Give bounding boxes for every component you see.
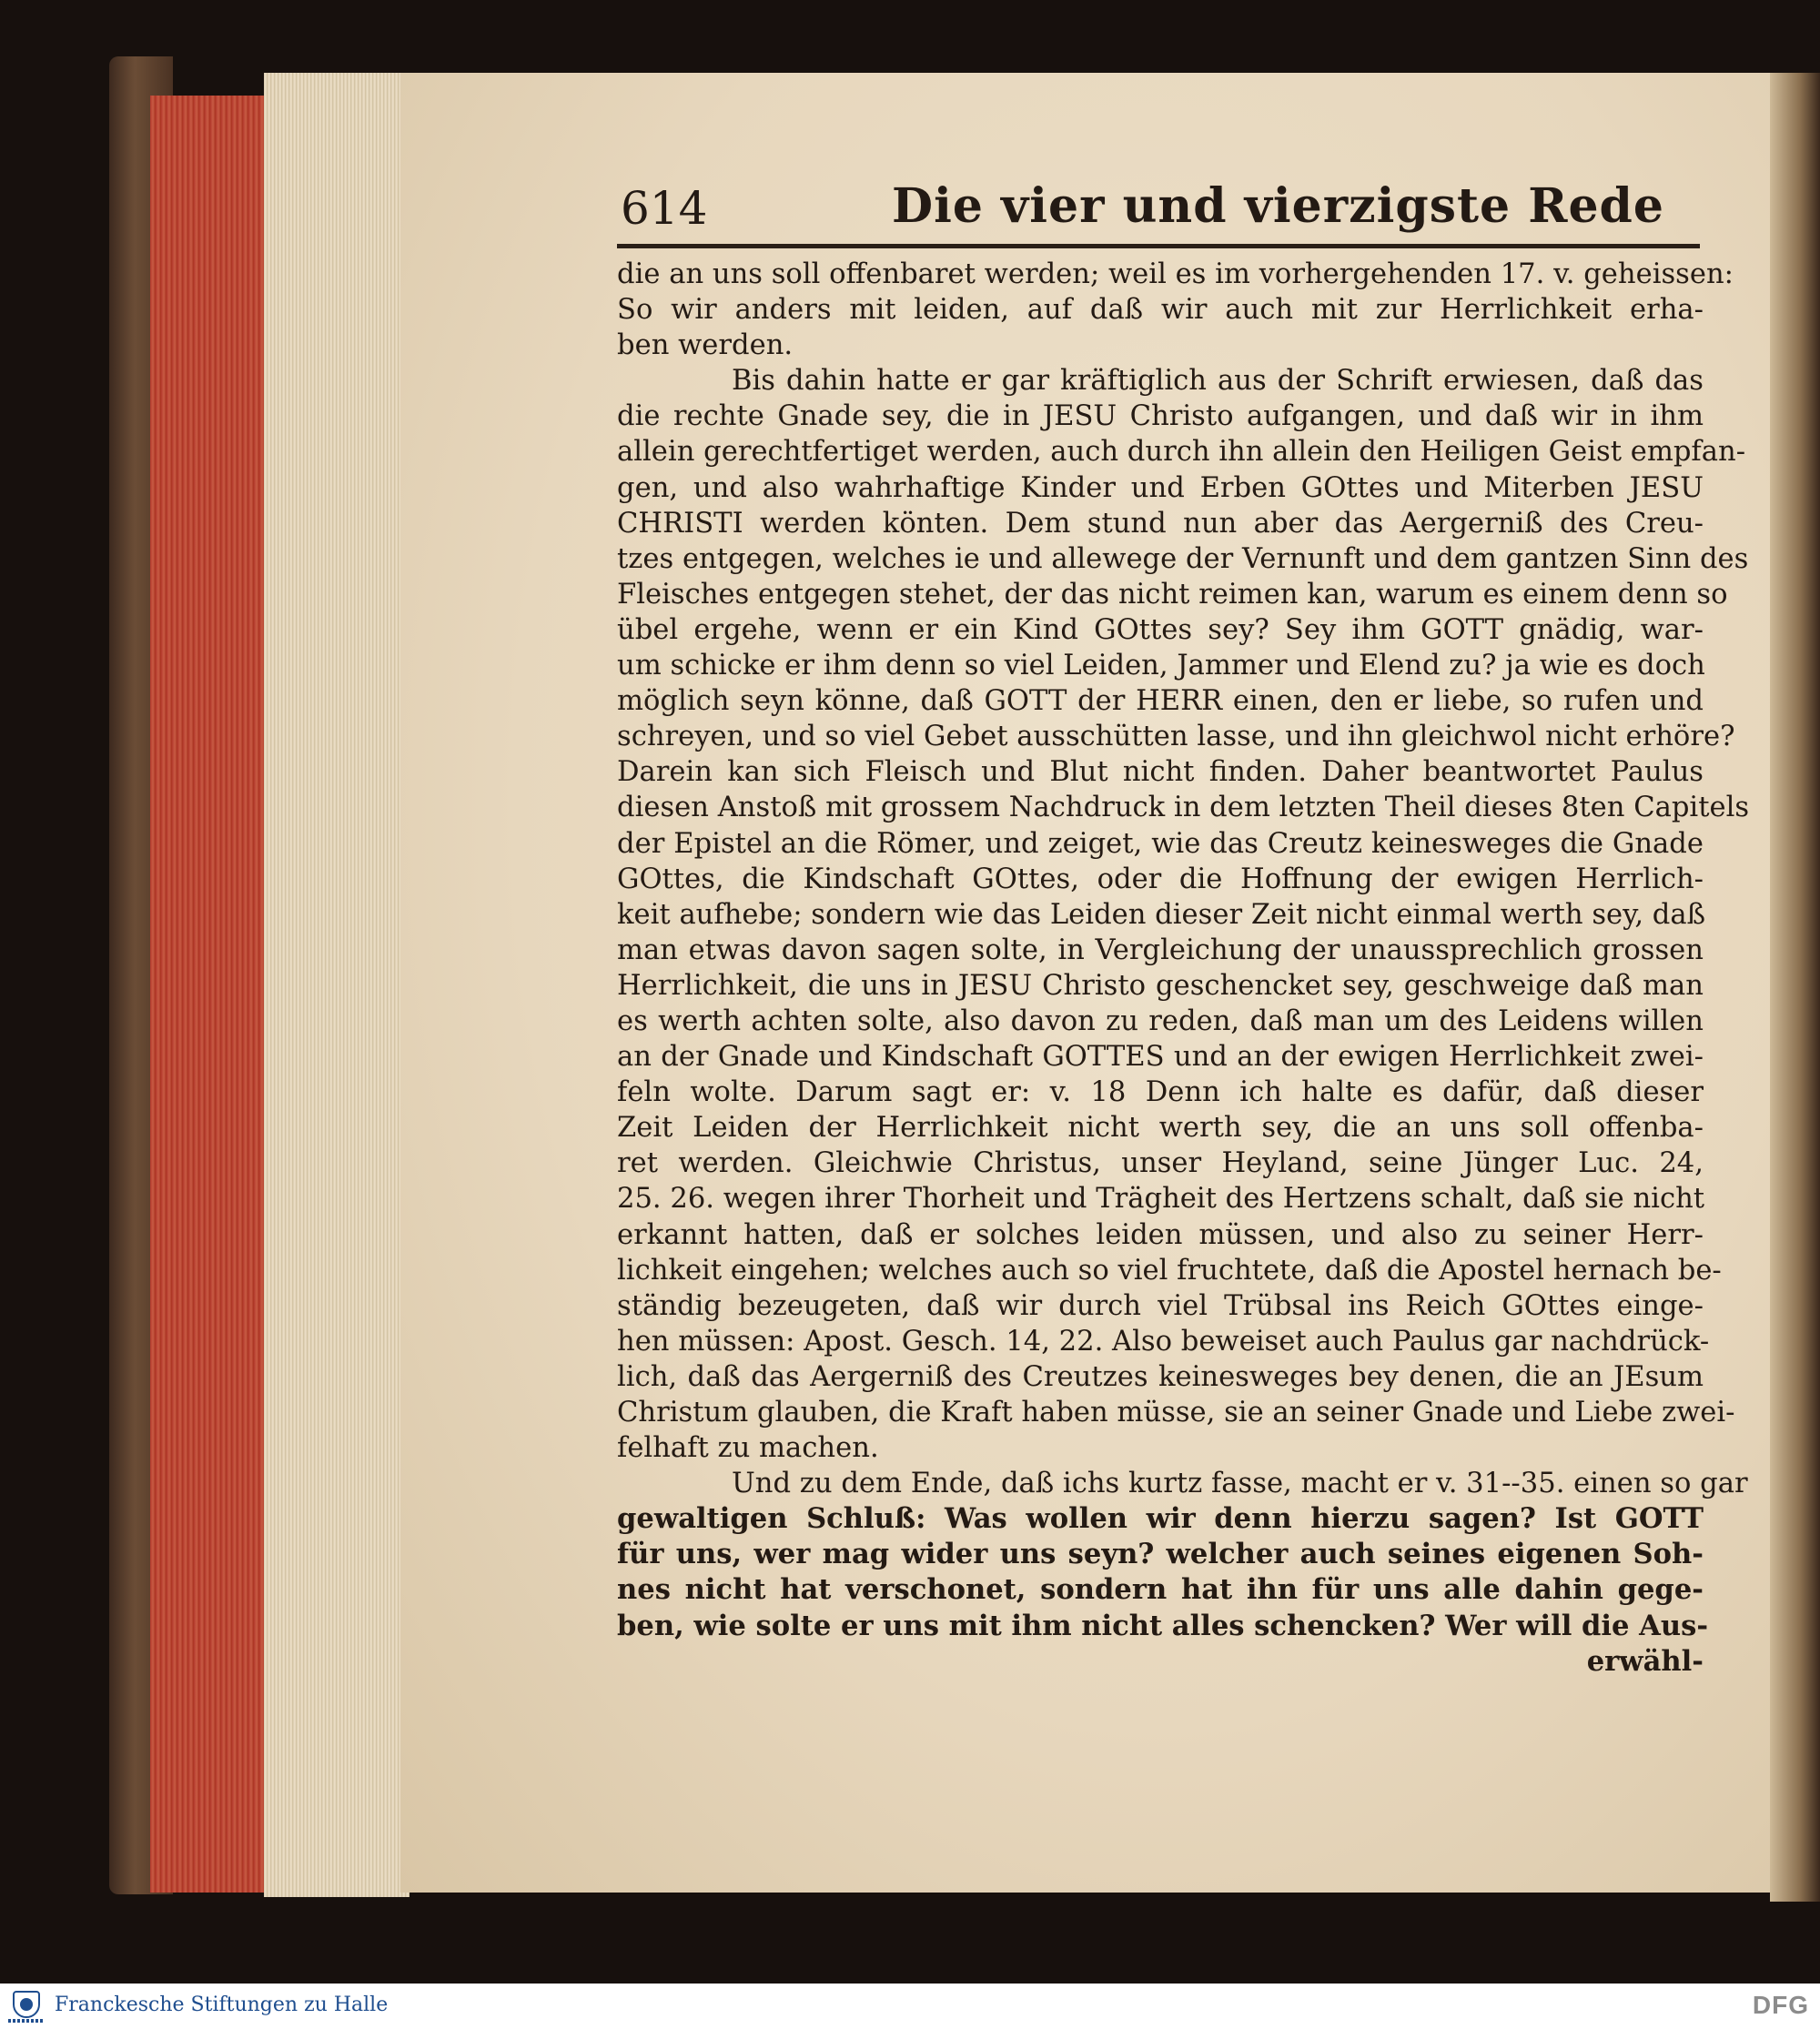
text-line: der Epistel an die Römer, und zeiget, wie das Creutz keinesweges die Gnade	[617, 827, 1704, 860]
text-line: für uns, wer mag wider uns seyn? welcher auch seines eigenen Soh-	[617, 1538, 1704, 1571]
text-line: Fleisches entgegen stehet, der das nicht reimen kan, warum es einem denn so	[617, 578, 1728, 611]
text-line: lichkeit eingehen; welches auch so viel fruchtete, daß die Apostel hernach be-	[617, 1254, 1722, 1287]
text-line: es werth achten solte, also davon zu reden, daß man um des Leidens willen	[617, 1004, 1704, 1037]
text-line: diesen Anstoß mit grossem Nachdruck in dem letzten Theil dieses 8ten Capitels	[617, 792, 1750, 824]
text-line: man etwas davon sagen solte, in Vergleichung der unaussprechlich grossen	[617, 934, 1704, 966]
text-line: Zeit Leiden der Herrlichkeit nicht werth sey, die an uns soll offenba-	[617, 1112, 1704, 1145]
text-line: an der Gnade und Kindschaft GOTTES und an der ewigen Herrlichkeit zwei-	[617, 1041, 1704, 1074]
red-page-edge	[150, 96, 268, 1893]
text-line: ben, wie solte er uns mit ihm nicht alles schencken? Wer will die Aus-	[617, 1609, 1709, 1642]
text-line: CHRISTI werden könten. Dem stund nun aber das Aergerniß des Creu-	[617, 507, 1704, 540]
text-line: schreyen, und so viel Gebet ausschütten lasse, und ihn gleichwol nicht erhöre?	[617, 721, 1735, 753]
text-line: Herrlichkeit, die uns in JESU Christo geschencket sey, geschweige daß man	[617, 969, 1704, 1002]
text-line: Christum glauben, die Kraft haben müsse, sie an seiner Gnade und Liebe zwei-	[617, 1397, 1735, 1428]
text-line: lich, daß das Aergerniß des Creutzes keinesweges bey denen, die an JEsum	[617, 1360, 1704, 1393]
text-line: 25. 26. wegen ihrer Thorheit und Trägheit des Hertzens schalt, daß sie nicht	[617, 1183, 1705, 1216]
text-line: GOttes, die Kindschaft GOttes, oder die Hoffnung der ewigen Herrlich-	[617, 863, 1704, 895]
viewer-footer	[0, 1984, 1820, 2029]
seal-shape	[13, 1991, 40, 2018]
text-line: übel ergehe, wenn er ein Kind GOttes sey? Sey ihm GOTT gnädig, war-	[617, 613, 1704, 646]
text-line: felhaft zu machen.	[617, 1432, 879, 1465]
text-line: um schicke er ihm denn so viel Leiden, Jammer und Elend zu? ja wie es doch	[617, 650, 1705, 682]
text-line: ret werden. Gleichwie Christus, unser Heyland, seine Jünger Luc. 24,	[617, 1147, 1704, 1180]
dfg-logo[interactable]: DFG	[1752, 1991, 1809, 2019]
text-line: hen müssen: Apost. Gesch. 14, 22. Also beweiset auch Paulus gar nachdrück-	[617, 1325, 1710, 1358]
page-number: 614	[621, 182, 708, 235]
text-line: gewaltigen Schluß: Was wollen wir denn hierzu sagen? Ist GOTT	[617, 1502, 1704, 1536]
text-line: erkannt hatten, daß er solches leiden müssen, und also zu seiner Herr-	[617, 1218, 1704, 1251]
text-line: die an uns soll offenbaret werden; weil es im vorhergehenden 17. v. geheissen:	[617, 258, 1734, 290]
text-line: feln wolte. Darum sagt er: v. 18 Denn ich halte es dafür, daß dieser	[617, 1076, 1704, 1109]
logo-caption-mark	[8, 2019, 45, 2023]
text-line: möglich seyn könne, daß GOTT der HERR einen, den er liebe, so rufen und	[617, 685, 1704, 718]
page-stack-edges	[264, 73, 410, 1897]
text-line: ben werden.	[617, 329, 794, 362]
running-title: Die vier und vierzigste Rede	[892, 178, 1664, 234]
header-rule	[617, 244, 1700, 248]
text-line: die rechte Gnade sey, die in JESU Christo aufgangen, und daß wir in ihm	[617, 400, 1704, 433]
text-line: Bis dahin hatte er gar kräftiglich aus der Schrift erwiesen, daß das	[732, 365, 1704, 398]
text-line: tzes entgegen, welches ie und allewege der Vernunft und dem gantzen Sinn des	[617, 542, 1749, 575]
institution-link[interactable]: Franckesche Stiftungen zu Halle	[55, 1994, 389, 2016]
franckesche-stiftungen-logo-icon[interactable]	[7, 1987, 46, 2025]
catchword: erwähl-	[1586, 1644, 1704, 1678]
body-text	[617, 257, 1750, 1680]
text-line: So wir anders mit leiden, auf daß wir auch mit zur Herrlichkeit erha-	[617, 294, 1704, 327]
text-line: gen, und also wahrhaftige Kinder und Erben GOttes und Miterben JESU	[617, 471, 1704, 504]
text-line: ständig bezeugeten, daß wir durch viel Trübsal ins Reich GOttes einge-	[617, 1289, 1704, 1322]
text-line: keit aufhebe; sondern wie das Leiden dieser Zeit nicht einmal werth sey, daß	[617, 898, 1706, 931]
page-right-edge	[1770, 73, 1820, 1902]
text-line: Darein kan sich Fleisch und Blut nicht finden. Daher beantwortet Paulus	[617, 756, 1704, 789]
text-line: nes nicht hat verschonet, sondern hat ihn für uns alle dahin gege-	[617, 1573, 1704, 1607]
text-line: allein gerechtfertiget werden, auch durch ihn allein den Heiligen Geist empfan-	[617, 436, 1746, 469]
text-line: Und zu dem Ende, daß ichs kurtz fasse, macht er v. 31--35. einen so gar	[732, 1468, 1748, 1500]
